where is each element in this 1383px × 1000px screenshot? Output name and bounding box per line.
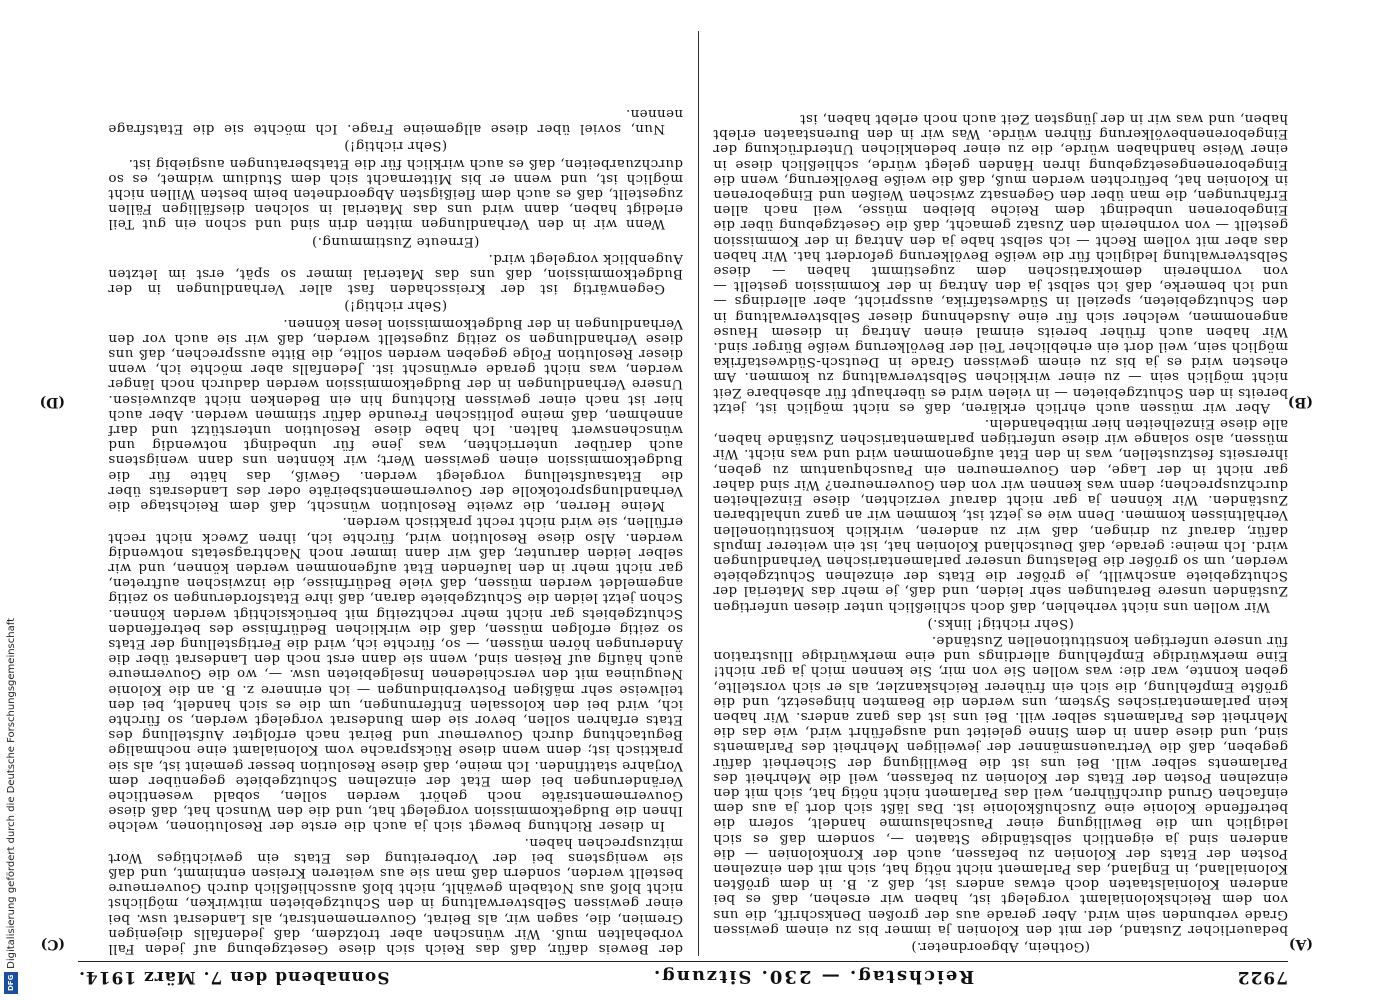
right-column <box>108 31 683 956</box>
page-header <box>78 961 1288 992</box>
digitization-footer <box>2 614 20 994</box>
newspaper-page <box>30 0 1383 1000</box>
interjection: (Sehr richtig!) <box>343 298 448 314</box>
page-number: 7922 <box>1236 967 1288 987</box>
session-title: Reichstag. — 230. Sitzung. <box>651 966 975 988</box>
column-divider <box>698 31 699 956</box>
margin-marker-c: (C) <box>40 936 65 952</box>
left-column <box>713 31 1288 956</box>
paragraph: Aber wir müssen auch ehrlich erklären, daß es nicht möglich ist, jetzt bereits in den Schutzgebieten — in vielen wird es überhaupt für absehbare Zeit nicht möglich sein — zu einer wirklichen Selbstverwaltung zu kommen. Am ehesten wird es ja bis zu einem gewissen Grade in Deutsch-Südwestafrika möglich sein, weil dort ein erheblicher Teil der Bevölkerung weiße Bürger sind. Wir haben auch früher bereits einmal einen Antrag in diesem Hause angenommen, welcher sich für eine Ausdehnung dieser Selbstverwaltung in den Schutzgebieten, speziell in Südwestafrika, ausspricht, aber allerdings — und ich bemerke, daß ich selbst ja den Antrag in der Kommission gestellt — von vornherein demokratischen dem zugestimmt haben — diese Selbstverwaltung lediglich für die weiße Bevölkerung gefordert hat. Wir haben das aber mit vollem Recht — ich selbst habe ja den Antrag in der Kommission gestellt — von vornherein den Zusatz gemacht, daß die Gesetzgebung über die Eingeborenen unbedingt dem Reiche bleiben müsse, weil nach allen Erfahrungen, die man über den Gegensatz zwischen Weißen und Eingeborenen in Kolonien hat, befürchten werden muß, daß die weiße Bevölkerung, wenn die Eingeborenengesetzgebung ihren Händen gelegt würde, schließlich diese in einer Weise handhaben würde, die zu einer bedenklichen Unterdrückung der Eingeborenenbevölkerung führen würde. Was wir in den Burenstaaten erlebt haben, und was wir in der jüngsten Zeit auch noch erlebt haben, ist <box>713 111 1288 415</box>
paragraph: bedauerlicher Zustand, der mit den Kolonien ja immer bis zu einem gewissen Grade verbunden sein wird. Aber gerade aus der großen Denkschrift, die uns von dem Reichskolonialamt vorgelegt ist, haben wir ersehen, daß es bei anderen Kolonialstaaten doch etwas anders ist, daß z. B. in dem größten Kolonialland, in England, das Parlament nicht nötig hat, sich mit den einzelnen Posten der Etats der Kolonien zu befassen, auch der Kronkolonien — die anderen sind ja eigentlich selbständige Staaten —, sondern daß es sich lediglich um die Bewilligung einer Pauschalsumme handelt, sofern die betreffende Kolonie eine Zuschußkolonie ist. Das läßt sich dort ja aus dem einfachen Grund durchführen, weil das Parlament nicht nötig hat, sich mit den einzelnen Posten der Etats der Kolonien zu befassen, weil die Mehrheit des Parlaments selber will. Bei uns ist die Bewilligung der Sicherheit dafür gegeben, daß die Vertrauensmänner der jeweiligen Mehrheit des Parlaments sind, und diese dann in dem Sinne geleitet und ausgeführt wird, wie das die Mehrheit des Parlaments selber will. Bei uns ist das ganz anders. Wir haben kein parlamentarisches System, uns werden die Beamten hingesetzt, und die größte Empfehlung, die sich ein früherer Reichskanzler, als er sich vorstellte, geben konnte, war die: was wollen Sie von mir, Sie kennen mich ja gar nicht! Eine merkwürdige Empfehlung allerdings und eine merkwürdige Illustration für unsere unfertigen konstitutionellen Zustände. <box>713 632 1288 937</box>
interjection: (Sehr richtig!) <box>343 138 448 154</box>
paragraph: der Beweis dafür, daß das Reich sich diese Gesetzgebung auf jeden Fall vorbehalten muß. Wir wünschen aber trotzdem, daß jedenfalls diejenigen Gremien, die, sagen wir, als Beirat, Gouvernementsrat, als Landesrat usw. bei einer gewissen Selbstverwaltung in den Schutzgebieten mitwirken, möglichst nicht bloß aus Notabeln gewählt, nicht bloß ausschließlich durch Gouverneure bestellt werden, sondern daß man sie aus weiteren Kreisen entnimmt, und daß sie wenigstens bei der Vorbereitung des Etats ein gewichtiges Wort mitzusprechen haben. <box>108 834 683 956</box>
paragraph: Wir wollen uns nicht verhehlen, daß doch schließlich unter diesen unfertigen Zuständen unsere Beratungen sehr leiden, und daß, je mehr das Material der Schutzgebiete anschwillt, je größer die Etats der einzelnen Schutzgebiete werden, um so größer die Belastung unserer parlamentarischen Verhandlungen wird. Ich meine: gerade, daß Deutschland Kolonien hat, ist ein weiterer Impuls dafür, darauf zu dringen, daß wir zu anderen, wirklich konstitutionellen Verhältnissen kommen. Denn wie es jetzt ist, kommen wir an ganz unhaltbaren Zuständen. Wir können ja gar nicht darauf verzichten, diese Einzelheiten durchzusprechen; denn was kennen wir von den Gouverneuren? Wir sind daher gar nicht in der Lage, den Gouverneuren ein Pauschquantum zu geben, ihrerseits festzustellen, was in den Etat aufgenommen wird und was nicht. Wir müssen, also solange wir diese unfertigen parlamentarischen Zustände haben, alle diese Einzelheiten hier mitbehandeln. <box>713 416 1288 614</box>
paragraph: Gegenwärtig ist der Kreisschaden fast aller Verhandlungen in der Budgetkommission, daß uns das Material immer so spät, erst im letzten Augenblick vorgelegt wird. <box>108 250 683 297</box>
margin-marker-d: (D) <box>39 394 65 410</box>
dfg-logo: DFG <box>4 972 18 994</box>
session-date: Sonnabend den 7. März 1914. <box>78 967 390 987</box>
paragraph: In dieser Richtung bewegt sich ja auch die erste der Resolutionen, welche Ihnen die Budgetkommission vorgelegt hat, und die den Wunsch hat, daß diese Gouvernementsräte noch gehört werden sollen, sobald wesentliche Veränderungen bei dem Etat der einzelnen Schutzgebiete gegenüber dem Vorjahre stattfinden. Ich meine, daß diese Resolution besser gemeint ist, als sie praktisch ist; denn wenn diese Rücksprache vom Kolonialamt eine nochmalige Begutachtung durch Gouverneur und Beirat nach erfolgter Aufstellung des Etats erfahren sollen, bevor sie dem Bundesrat vorgelegt werden, so fürchte ich, wird bei den kolossalen Entfernungen, um die es sich handelt, bei den teilweise sehr mäßigen Postverbindungen — ich erinnere z. B. an die Kolonie Neuguinea mit den verschiedenen Inselgebieten usw. —, wo die Gouverneure auch häufig auf Reisen sind, wenn sie dann erst noch den Landesrat über die Änderungen hören müssen, — so, fürchte ich, wird die Fertigstellung der Etats so zeitig erfolgen müssen, daß die wirklichen Bedürfnisse des betreffenden Schutzgebiets gar nicht mehr rechtzeitig mit berücksichtigt werden können. Schon jetzt leiden die Schutzgebiete daran, daß ihre Etatsforderungen so zeitig angemeldet werden müssen, daß viele Bedürfnisse, die inzwischen auftreten, gar nicht mehr in den laufenden Etat aufgenommen werden können, und wir selber leiden darunter, daß wir dann immer noch Nachtragsetats notwendig werden. Also diese Resolution wird, fürchte ich, ihren Zweck nicht recht erfüllen, sie wird nicht recht praktisch werden. <box>108 514 683 834</box>
paragraph: Nun, soviel über diese allgemeine Frage. Ich möchte sie die Etatsfrage nennen. <box>108 106 683 137</box>
interjection: (Erneute Zustimmung.) <box>311 233 480 249</box>
speaker-label: (Gothein, Abgeordneter.) <box>911 939 1090 954</box>
interjection: (Sehr richtig! links.) <box>927 615 1074 631</box>
margin-marker-a: (A) <box>1288 936 1313 952</box>
funding-note: Digitalisierung gefördert durch die Deutsche Forschungsgemeinschaft <box>5 618 17 969</box>
margin-marker-b: (B) <box>1287 394 1313 410</box>
paragraph: Wenn wir in den Verhandlungen mitten drin sind und schon ein gut Teil erledigt haben, dann wird uns das Material in solchen diesfälligen Fällen zugestellt, daß es auch dem fleißigsten Abgeordneten beim besten Willen nicht möglich ist, und wenn er bis Mitternacht sich dem Studium widmet, es so durchzuarbeiten, daß es auch wirklich für die Etatsberatungen ausgiebig ist. <box>108 155 683 232</box>
paragraph: Meine Herren, die zweite Resolution wünscht, daß dem Reichstage die Verhandlungsprotokolle der Gouvernementsbeiräte oder des Landesrats über die Etatsaufstellung vorgelegt werden. Gewiß, das hätte für die Budgetkommission einen gewissen Wert; wir könnten uns dann wenigstens auch darüber unterrichten, was jene für unbedingt notwendig und wünschenswert halten. Ich habe diese Resolution unterstützt und darf annehmen, daß meine politischen Freunde dafür stimmen werden. Aber auch hier ist nach einer gewissen Richtung hin ein Bedenken nicht abzuweisen. Unsere Verhandlungen in der Budgetkommission werden dadurch noch länger werden, was nicht gerade erwünscht ist. Jedenfalls aber möchte ich, wenn dieser Resolution Folge gegeben werden sollte, die Bitte aussprechen, daß uns diese Verhandlungen so zeitig zugestellt werden, daß wir sie auch vor den Verhandlungen in der Budgetkommission lesen können. <box>108 315 683 514</box>
